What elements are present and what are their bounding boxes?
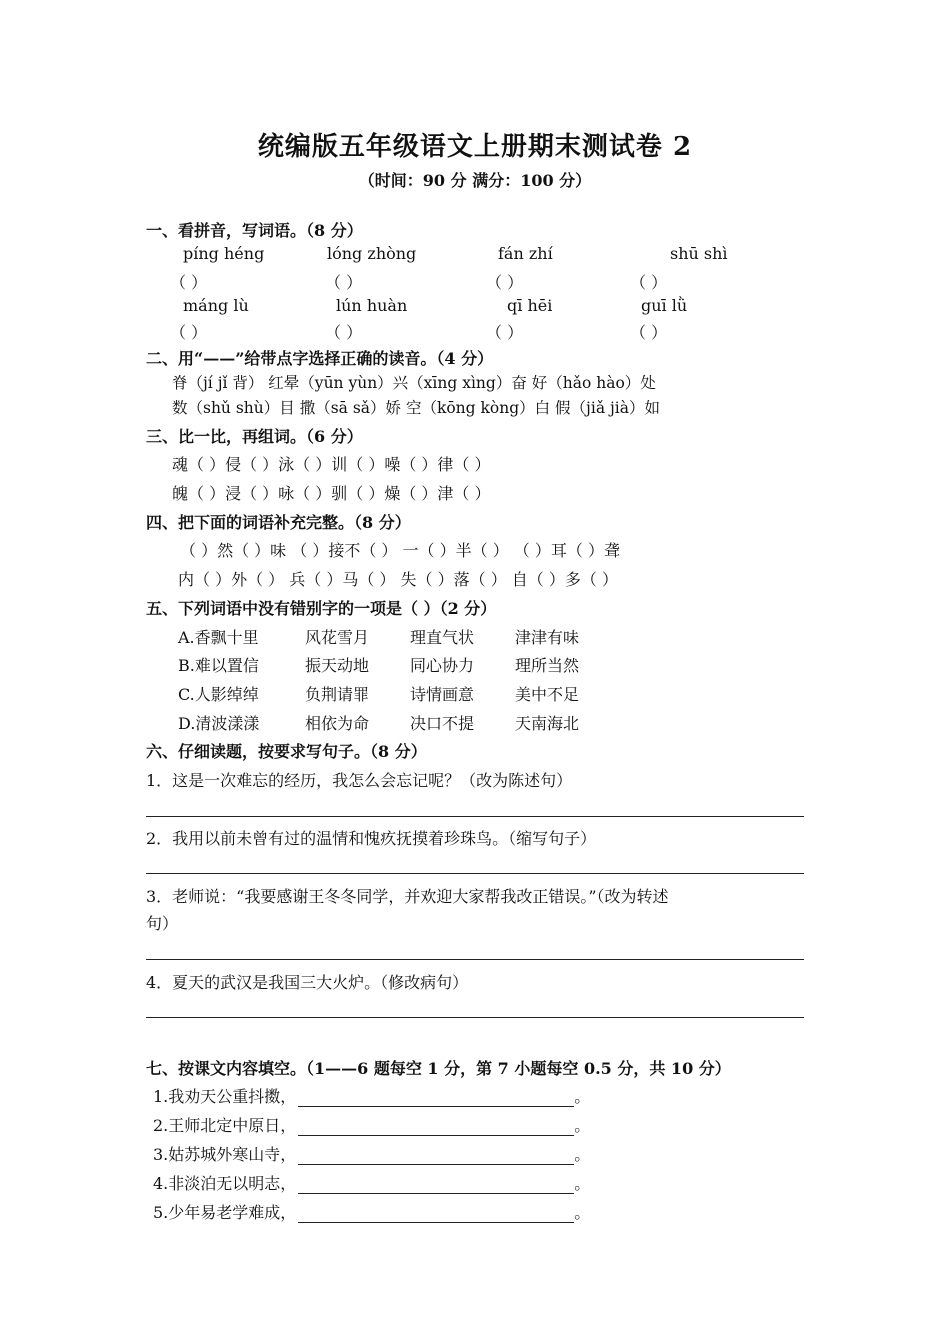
exam-info: （时间：90 分 满分：100 分） (358, 171, 592, 190)
pinyin-8: guī lǜ (641, 296, 688, 315)
answer-box[interactable]: （ ） (325, 323, 363, 342)
option-a-2: 风花雪月 (305, 628, 370, 647)
fill-prompt: 2.王师北定中原日， (153, 1116, 297, 1135)
period: 。 (574, 1087, 591, 1106)
option-c-3: 诗情画意 (410, 685, 475, 704)
sentence-question-3: 3．老师说：“我要感谢王冬冬同学，并欢迎大家帮我改正错误。”（改为转述 (146, 887, 669, 906)
compare-line-2: 魄（ ）浸（ ）咏（ ）驯（ ）燥（ ）津（ ） (172, 484, 491, 503)
sentence-question-4: 4．夏天的武汉是我国三大火炉。（修改病句） (146, 973, 469, 992)
fill-item-4 (153, 1171, 590, 1194)
option-c-2: 负荆请罪 (305, 685, 370, 704)
fill-blank[interactable] (298, 1119, 574, 1136)
answer-box[interactable]: （ ） (170, 323, 208, 342)
answer-box[interactable]: （ ） (630, 323, 668, 342)
option-b-3: 同心协力 (410, 656, 475, 675)
answer-line[interactable] (146, 873, 804, 874)
period: 。 (574, 1174, 591, 1193)
pinyin-4: shū shì (670, 244, 728, 263)
option-d-4: 天南海北 (515, 714, 580, 733)
option-d-2: 相依为命 (305, 714, 370, 733)
pinyin-7: qī hēi (507, 296, 553, 315)
option-a-1[interactable]: A.香飘十里 (178, 628, 259, 647)
answer-line[interactable] (146, 1017, 804, 1018)
fill-item-5 (153, 1200, 590, 1223)
sentence-question-2: 2．我用以前未曾有过的温情和愧疚抚摸着珍珠鸟。（缩写句子） (146, 829, 597, 848)
section-4-heading: 四、把下面的词语补充完整。（8 分） (146, 513, 411, 532)
period: 。 (574, 1116, 591, 1135)
fill-item-3 (153, 1142, 590, 1165)
page-title: 统编版五年级语文上册期末测试卷 2 (257, 132, 693, 162)
pinyin-3: fán zhí (498, 244, 553, 263)
fill-item-1 (153, 1084, 590, 1107)
fill-item-2 (153, 1113, 590, 1136)
option-b-2: 振天动地 (305, 656, 370, 675)
fill-blank[interactable] (298, 1148, 574, 1165)
answer-line[interactable] (146, 959, 804, 960)
option-b-4: 理所当然 (515, 656, 580, 675)
period: 。 (574, 1203, 591, 1222)
section-2-heading: 二、用“——”给带点字选择正确的读音。（4 分） (146, 349, 494, 368)
answer-line[interactable] (146, 816, 804, 817)
option-c-4: 美中不足 (515, 685, 580, 704)
sentence-question-1: 1．这是一次难忘的经历，我怎么会忘记呢？（改为陈述句） (146, 771, 573, 790)
answer-box[interactable]: （ ） (486, 273, 524, 292)
pinyin-5: máng lù (183, 296, 249, 315)
section-5-heading: 五、下列词语中没有错别字的一项是（ ）（2 分） (146, 599, 497, 618)
option-d-1[interactable]: D.清波漾漾 (178, 714, 260, 733)
reading-line-2: 数（shǔ shù）目 撒（sā sǎ）娇 空（kōng kòng）白 假（jiǎ jià）如 (172, 399, 660, 417)
answer-box[interactable]: （ ） (170, 273, 208, 292)
reading-line-1: 脊（jí jǐ 背） 红晕（yūn yùn）兴（xīng xìng）奋 好（hǎo hào）处 (172, 374, 656, 392)
option-d-3: 决口不提 (410, 714, 475, 733)
sentence-question-3-cont: 句） (146, 914, 179, 933)
idiom-line-1: （ ）然（ ）味 （ ）接不（ ） 一（ ）半（ ） （ ）耳（ ）聋 (180, 541, 620, 560)
compare-line-1: 魂（ ）侵（ ）泳（ ）训（ ）噪（ ）律（ ） (172, 455, 491, 474)
answer-box[interactable]: （ ） (325, 273, 363, 292)
answer-box[interactable]: （ ） (630, 273, 668, 292)
section-7-heading: 七、按课文内容填空。（1——6 题每空 1 分，第 7 小题每空 0.5 分，共 10 分） (146, 1059, 731, 1078)
fill-prompt: 4.非淡泊无以明志， (153, 1174, 297, 1193)
pinyin-2: lóng zhòng (327, 244, 417, 263)
fill-prompt: 3.姑苏城外寒山寺， (153, 1145, 297, 1164)
option-a-4: 津津有味 (515, 628, 580, 647)
section-3-heading: 三、比一比，再组词。（6 分） (146, 427, 363, 446)
period: 。 (574, 1145, 591, 1164)
section-6-heading: 六、仔细读题，按要求写句子。（8 分） (146, 742, 427, 761)
fill-prompt: 5.少年易老学难成， (153, 1203, 297, 1222)
fill-blank[interactable] (298, 1090, 574, 1107)
section-1-heading: 一、看拼音，写词语。（8 分） (146, 221, 363, 240)
pinyin-6: lún huàn (336, 296, 408, 315)
fill-blank[interactable] (298, 1206, 574, 1223)
fill-prompt: 1.我劝天公重抖擞， (153, 1087, 297, 1106)
fill-blank[interactable] (298, 1177, 574, 1194)
pinyin-1: píng héng (183, 244, 265, 263)
option-a-3: 理直气状 (410, 628, 475, 647)
option-c-1[interactable]: C.人影绰绰 (178, 685, 259, 704)
idiom-line-2: 内（ ）外（ ） 兵（ ）马（ ） 失（ ）落（ ） 自（ ）多（ ） (178, 570, 618, 589)
option-b-1[interactable]: B.难以置信 (178, 656, 259, 675)
answer-box[interactable]: （ ） (486, 323, 524, 342)
